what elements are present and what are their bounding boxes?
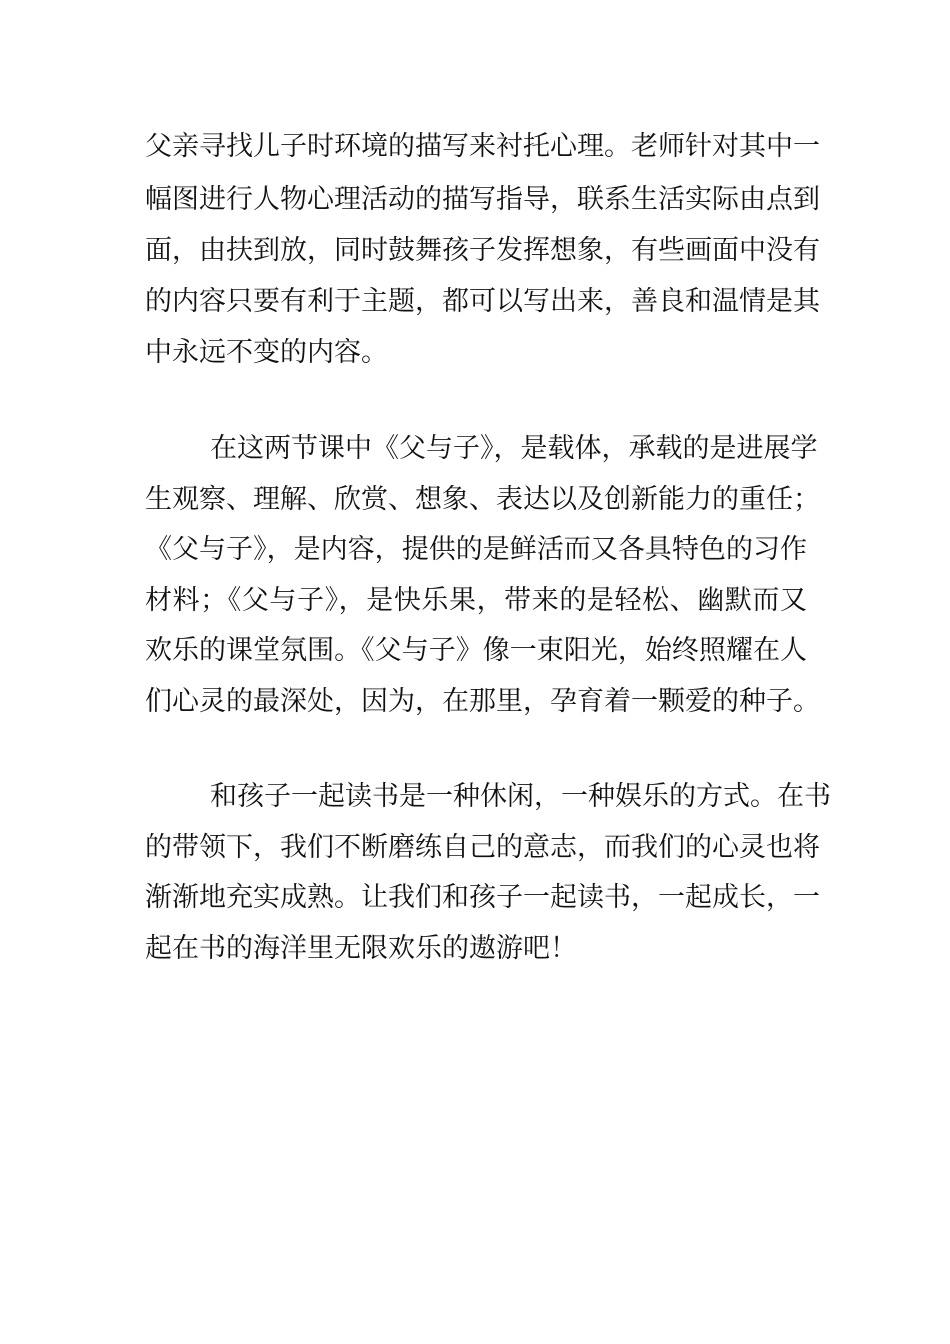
paragraph-line: 的带领下，我们不断磨练自己的意志，而我们的心灵也将	[145, 832, 820, 863]
paragraph-line: 和孩子一起读书是一种休闲，一种娱乐的方式。在书	[210, 781, 831, 812]
paragraph-line: 中永远不变的内容。	[145, 337, 388, 368]
paragraph-line: 父亲寻找儿子时环境的描写来衬托心理。老师针对其中一	[145, 131, 820, 162]
paragraph-line: 在这两节课中《父与子》，是载体，承载的是进展学	[210, 433, 818, 464]
paragraph-line: 面，由扶到放，同时鼓舞孩子发挥想象，有些画面中没有	[145, 235, 820, 266]
paragraph-line: 材料；《父与子》，是快乐果，带来的是轻松、幽默而又	[145, 585, 807, 616]
paragraph-line: 幅图进行人物心理活动的描写指导，联系生活实际由点到	[145, 184, 820, 215]
paragraph-line: 《父与子》，是内容，提供的是鲜活而又各具特色的习作	[145, 534, 807, 565]
paragraph-line: 的内容只要有利于主题，都可以写出来，善良和温情是其	[145, 286, 820, 317]
paragraph-line: 欢乐的课堂氛围。《父与子》像一束阳光，始终照耀在人	[145, 635, 807, 666]
paragraph-line: 起在书的海洋里无限欢乐的遨游吧！	[145, 933, 577, 964]
paragraph-line: 们心灵的最深处，因为，在那里，孕育着一颗爱的种子。	[145, 686, 820, 717]
paragraph-line: 渐渐地充实成熟。让我们和孩子一起读书，一起成长，一	[145, 882, 820, 913]
paragraph-line: 生观察、理解、欣赏、想象、表达以及创新能力的重任；	[145, 484, 820, 515]
